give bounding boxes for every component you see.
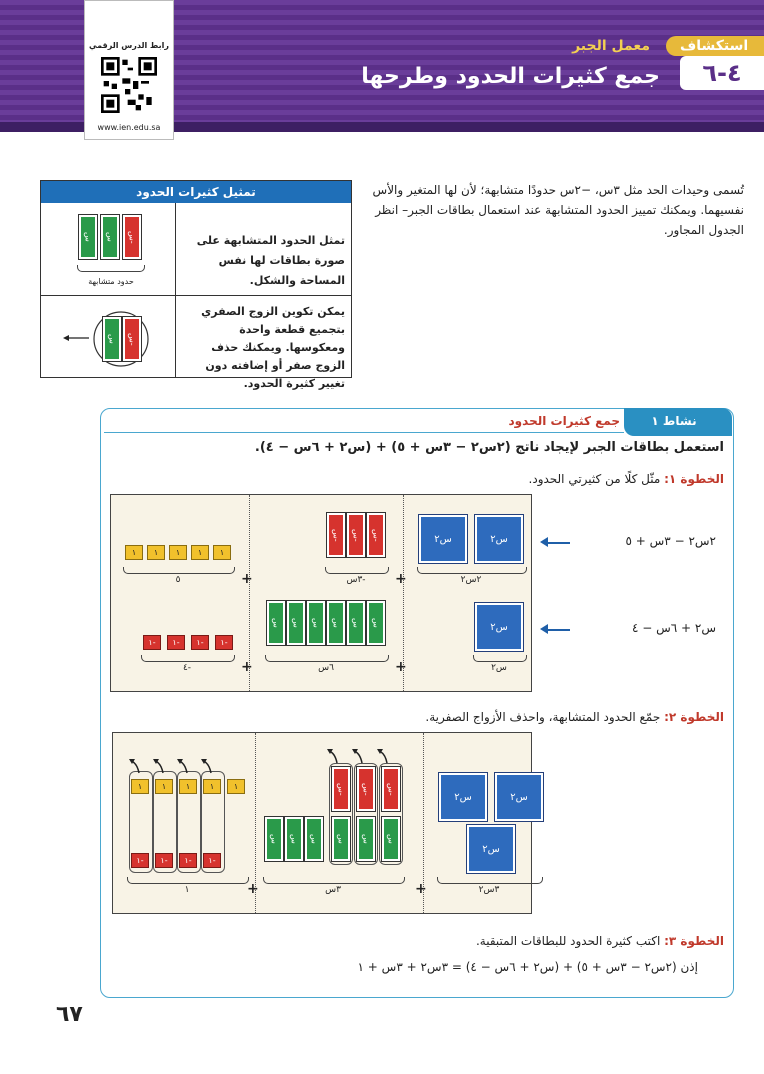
neg-x-tile: -س bbox=[357, 767, 375, 811]
unit-tile: ١ bbox=[191, 545, 209, 560]
activity-question: استعمل بطاقات الجبر لإيجاد ناتج (٢س٢ − ٣س + ٥) + (س٢ + ٦س − ٤). bbox=[254, 440, 724, 455]
brace bbox=[437, 877, 543, 884]
polynomial-2: س٢ + ٦س − ٤ bbox=[631, 621, 716, 635]
x-tile: س bbox=[327, 601, 345, 645]
step-1-text: مثّل كلًا من كثيرتي الحدود. bbox=[528, 472, 661, 486]
polynomial-1: ٢س٢ − ٣س + ٥ bbox=[625, 534, 716, 548]
pointer-arrow bbox=[546, 629, 570, 631]
step-3 bbox=[300, 934, 724, 948]
intro-paragraph: تُسمى وحيدات الحد مثل ٣س، −٢س حدودًا متشابهة؛ لأن لها المتغير والأس نفسيهما. ويمكنك تمييز الحدود المتشابهة عند استعمال بطاقات الجبر– انظر الجدول المجاور. bbox=[372, 183, 744, 237]
plus-sign: + bbox=[241, 659, 253, 675]
term-label: -٣س bbox=[346, 575, 366, 585]
x-tile: س bbox=[305, 817, 323, 861]
x2-tile: س٢ bbox=[419, 515, 467, 563]
conclusion: إذن (٢س٢ − ٣س + ٥) + (س٢ + ٦س − ٤) = ٣س٢ + ٣س + ١ bbox=[357, 960, 698, 974]
brace bbox=[77, 265, 145, 272]
x2-tile: س٢ bbox=[467, 825, 515, 873]
x2-tile: س٢ bbox=[439, 773, 487, 821]
plus-sign: + bbox=[395, 571, 407, 587]
term-label: ٦س bbox=[318, 663, 334, 673]
step-1-label: الخطوة ١: bbox=[664, 472, 724, 486]
neg-unit-tile: -١ bbox=[179, 853, 197, 868]
qr-code-icon bbox=[101, 57, 157, 113]
x-tile: س bbox=[287, 601, 305, 645]
arrow-left-icon bbox=[540, 624, 548, 634]
term-label: ١ bbox=[184, 885, 190, 895]
x-tile: س bbox=[332, 817, 350, 861]
remove-arrows-icon bbox=[127, 755, 227, 775]
neg-unit-tile: -١ bbox=[191, 635, 209, 650]
zero-pair-circle-icon bbox=[91, 309, 151, 369]
plus-sign: + bbox=[395, 659, 407, 675]
lab-label: معمل الجبر bbox=[572, 38, 650, 54]
row1-caption: حدود متشابهة bbox=[88, 277, 134, 286]
term-label: ٣س bbox=[325, 885, 341, 895]
page-number: ٦٧ bbox=[56, 1002, 83, 1027]
neg-x-tile: -س bbox=[332, 767, 350, 811]
step-2-label: الخطوة ٢: bbox=[664, 710, 724, 724]
brace bbox=[263, 877, 405, 884]
unit-tile: ١ bbox=[203, 779, 221, 794]
unit-tile: ١ bbox=[169, 545, 187, 560]
step-3-text: اكتب كثيرة الحدود للبطاقات المتبقية. bbox=[475, 934, 661, 948]
term-label: ٣س٢ bbox=[478, 885, 500, 895]
brace bbox=[265, 655, 389, 662]
plus-sign: + bbox=[247, 881, 259, 897]
page-title: جمع كثيرات الحدود وطرحها bbox=[361, 64, 660, 89]
table-divider bbox=[41, 295, 351, 296]
step-2-panel bbox=[112, 732, 532, 914]
brace bbox=[417, 567, 527, 574]
qr-box[interactable] bbox=[84, 0, 174, 140]
x-tile: س bbox=[285, 817, 303, 861]
step-3-label: الخطوة ٣: bbox=[664, 934, 724, 948]
step-2 bbox=[300, 710, 724, 724]
x-tile: س bbox=[347, 601, 365, 645]
unit-tile: ١ bbox=[155, 779, 173, 794]
lesson-number: ٤-٦ bbox=[680, 56, 764, 90]
neg-unit-tile: -١ bbox=[155, 853, 173, 868]
row1-text: تمثل الحدود المتشابهة على صورة بطاقات لها نفس المساحة والشكل. bbox=[196, 234, 345, 287]
x-tile: س bbox=[101, 215, 119, 259]
table-title: تمثيل كثيرات الحدود bbox=[41, 181, 351, 203]
brace bbox=[325, 567, 389, 574]
activity-title: جمع كثيرات الحدود bbox=[508, 414, 620, 428]
plus-sign: + bbox=[241, 571, 253, 587]
table-divider bbox=[175, 203, 176, 377]
x2-tile: س٢ bbox=[475, 603, 523, 651]
term-label: س٢ bbox=[491, 663, 507, 673]
brace bbox=[127, 877, 249, 884]
x-tile: س bbox=[382, 817, 400, 861]
activity-title-rule bbox=[104, 432, 624, 433]
brace bbox=[473, 655, 527, 662]
unit-tile: ١ bbox=[227, 779, 245, 794]
neg-x-tile: -س bbox=[382, 767, 400, 811]
x-tile: س bbox=[103, 317, 121, 361]
step-1-panel bbox=[110, 494, 532, 692]
neg-unit-tile: -١ bbox=[167, 635, 185, 650]
x-tile: س bbox=[357, 817, 375, 861]
neg-unit-tile: -١ bbox=[143, 635, 161, 650]
plus-sign: + bbox=[415, 881, 427, 897]
step-2-text: جمّع الحدود المتشابهة، واحذف الأزواج الصفرية. bbox=[425, 710, 661, 724]
unit-tile: ١ bbox=[147, 545, 165, 560]
qr-url[interactable]: www.ien.edu.sa bbox=[97, 123, 161, 132]
activity-number: نشاط ١ bbox=[651, 414, 697, 428]
neg-unit-tile: -١ bbox=[215, 635, 233, 650]
neg-x-tile: -س bbox=[367, 513, 385, 557]
x-tile: س bbox=[267, 601, 285, 645]
arrow-left-icon bbox=[540, 537, 548, 547]
term-label: ٢س٢ bbox=[460, 575, 482, 585]
neg-x-tile: -س bbox=[123, 317, 141, 361]
brace bbox=[123, 567, 235, 574]
neg-unit-tile: -١ bbox=[131, 853, 149, 868]
unit-tile: ١ bbox=[131, 779, 149, 794]
x-tile: س bbox=[79, 215, 97, 259]
neg-x-tile: -س bbox=[327, 513, 345, 557]
remove-arrows-icon bbox=[327, 745, 407, 765]
unit-tile: ١ bbox=[179, 779, 197, 794]
neg-x-tile: -س bbox=[347, 513, 365, 557]
unit-tile: ١ bbox=[213, 545, 231, 560]
neg-unit-tile: -١ bbox=[203, 853, 221, 868]
neg-x-tile: -س bbox=[123, 215, 141, 259]
arrow-left-icon bbox=[61, 331, 91, 345]
x-tile: س bbox=[367, 601, 385, 645]
brace bbox=[141, 655, 235, 662]
explore-label: استكشاف bbox=[680, 38, 749, 54]
term-label: -٤ bbox=[182, 663, 192, 673]
x2-tile: س٢ bbox=[495, 773, 543, 821]
unit-tile: ١ bbox=[125, 545, 143, 560]
x-tile: س bbox=[307, 601, 325, 645]
x2-tile: س٢ bbox=[475, 515, 523, 563]
row2-text: يمكن تكوين الزوج الصفري بتجميع قطعة واحدة ومعكوسها. ويمكنك حذف الزوج صفر أو إضافته دون تغيير كثيرة الحدود. bbox=[201, 305, 345, 390]
pointer-arrow bbox=[546, 542, 570, 544]
representation-table bbox=[40, 180, 352, 390]
term-label: ٥ bbox=[175, 575, 181, 585]
x-tile: س bbox=[265, 817, 283, 861]
step-1 bbox=[300, 472, 724, 486]
qr-label: رابط الدرس الرقمي bbox=[89, 41, 169, 50]
